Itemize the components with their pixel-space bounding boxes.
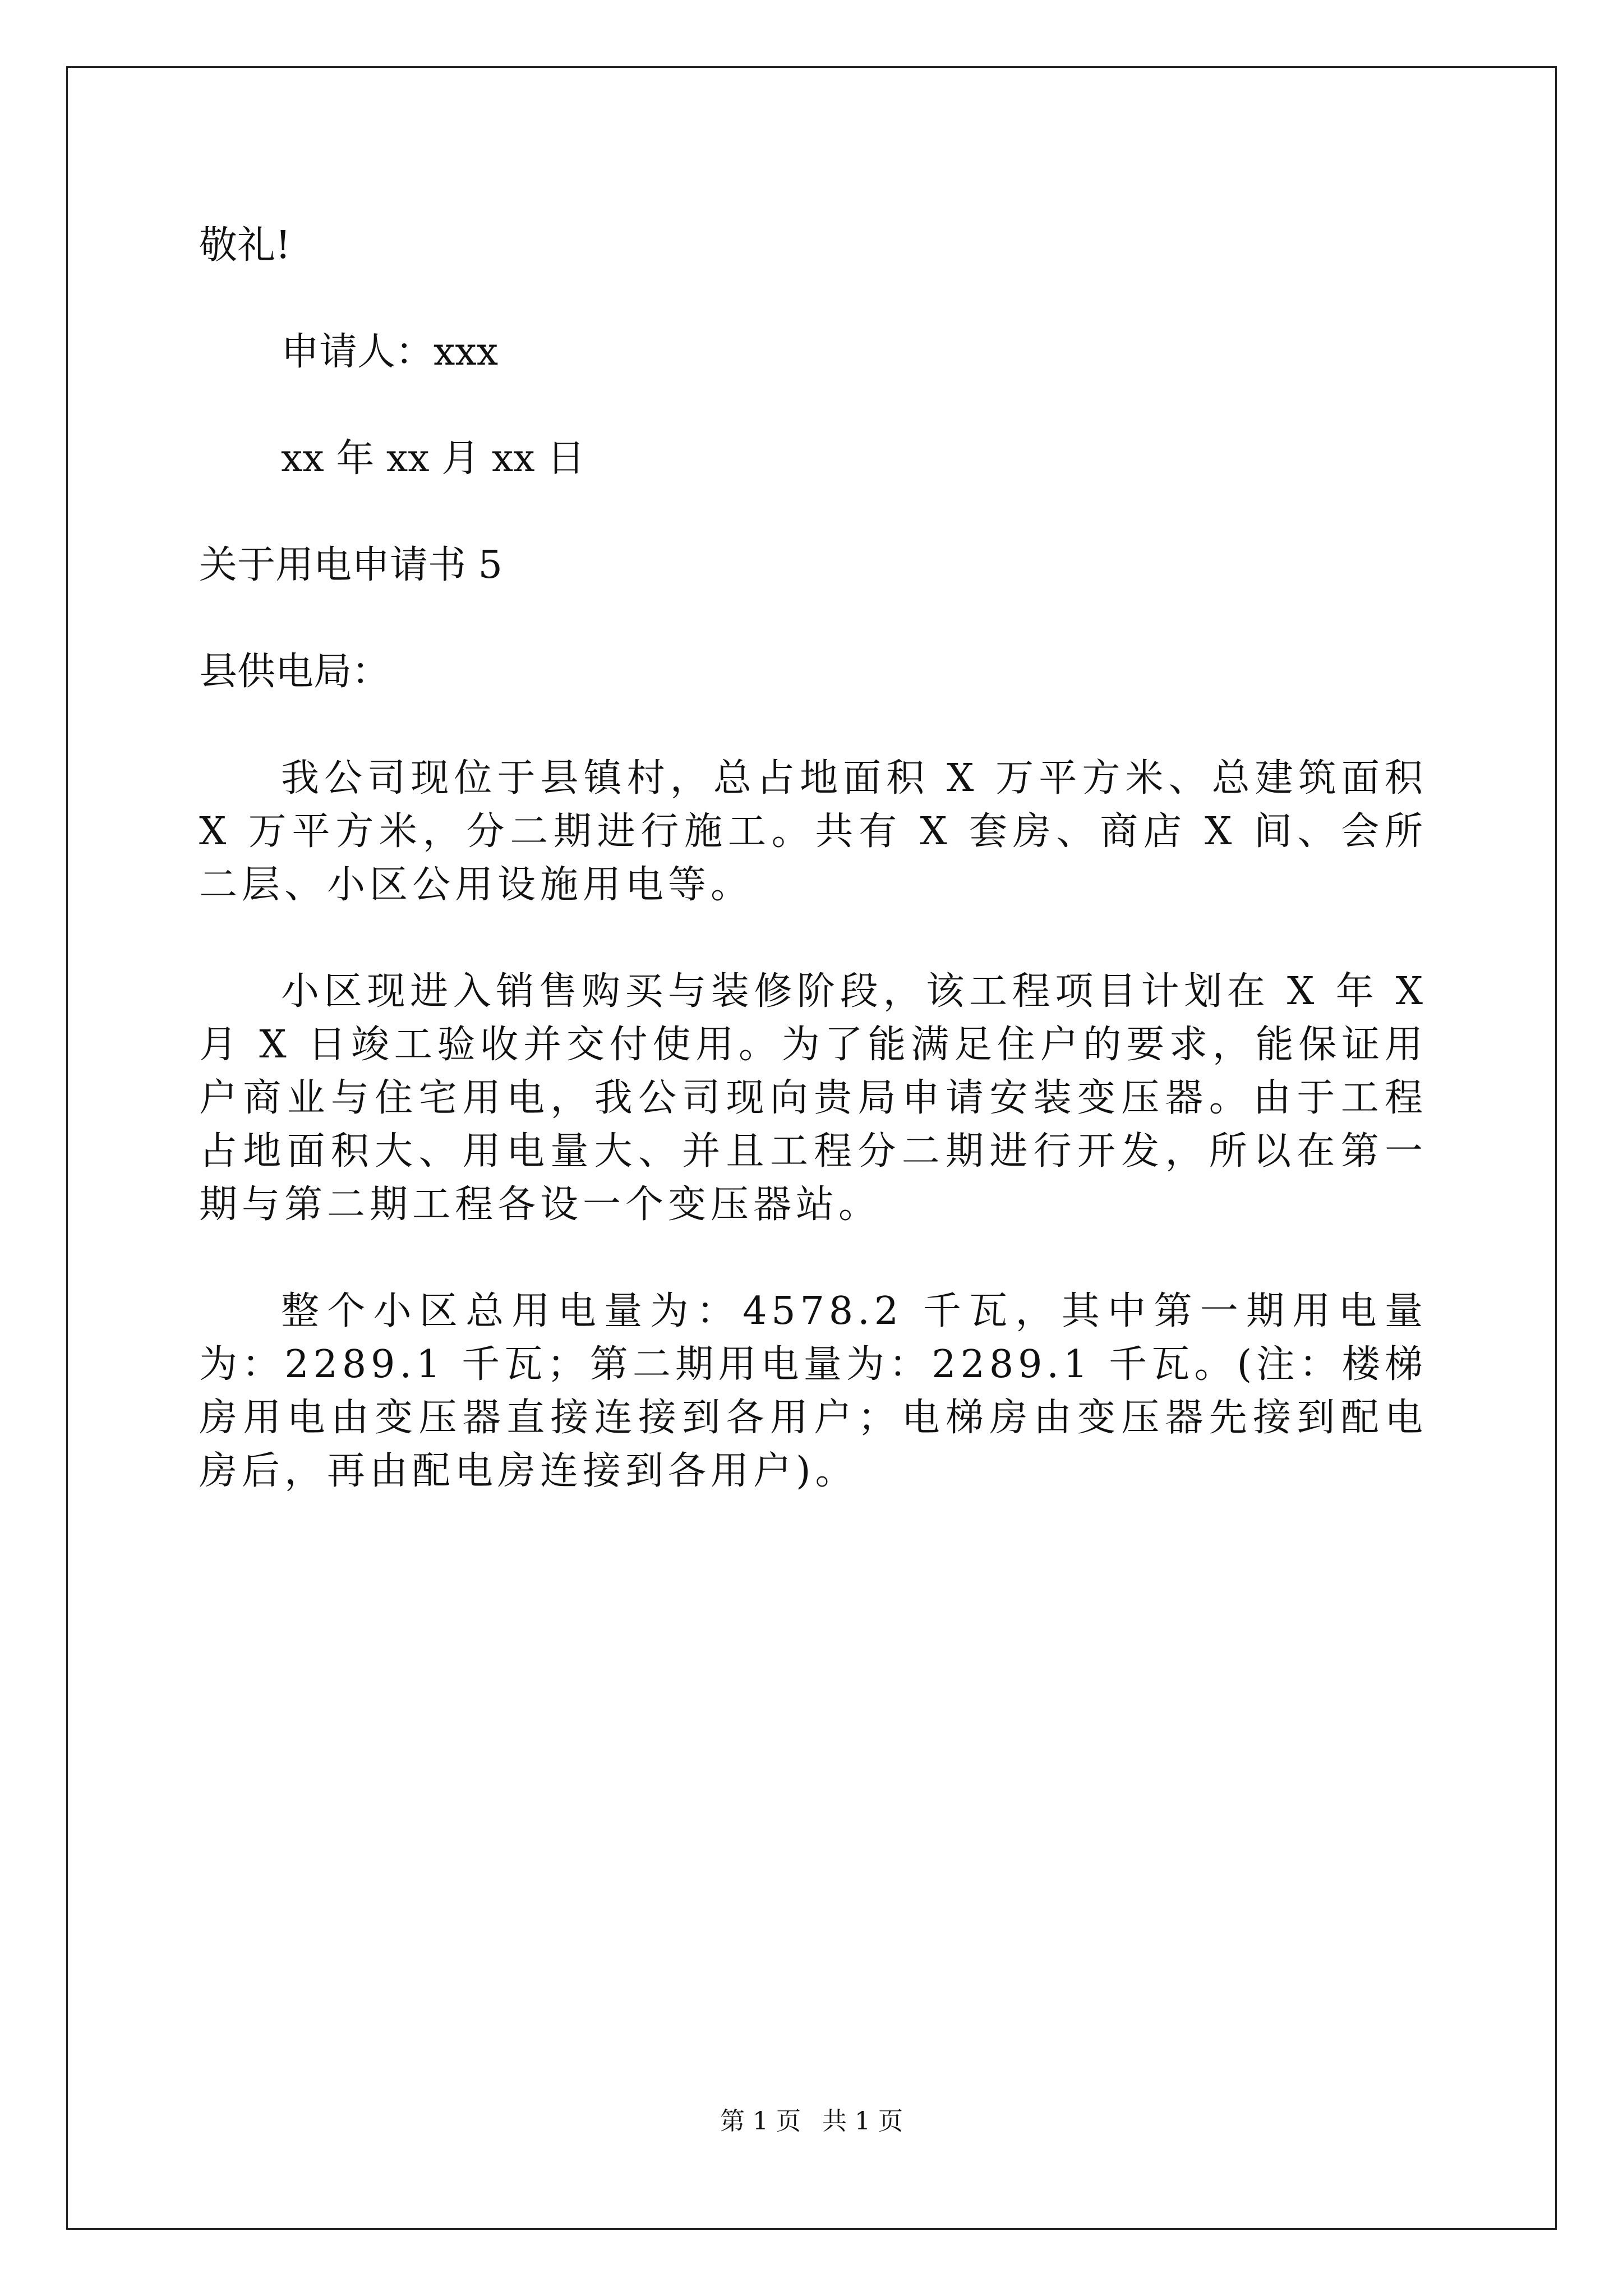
- document-body: [199, 219, 1427, 1498]
- applicant-signature: 申请人：xxx: [281, 330, 499, 374]
- salutation: 敬礼!: [199, 223, 291, 268]
- letter-title: 关于用电申请书 5: [199, 543, 502, 587]
- paragraph-3: 整个小区总用电量为：4578.2 千瓦，其中第一期用电量为：2289.1 千瓦；第二期用电量为：2289.1 千瓦。(注：楼梯房用电由变压器直接连接到各用户；电梯房由变压器先接到配电房后，再由配电房连接到各用户)。: [199, 1289, 1427, 1493]
- addressee: 县供电局：: [199, 650, 390, 694]
- paragraph-2: 小区现进入销售购买与装修阶段，该工程项目计划在 X 年 X 月 X 日竣工验收并交付使用。为了能满足住户的要求，能保证用户商业与住宅用电，我公司现向贵局申请安装变压器。由于工程占地面积大、用电量大、并且工程分二期进行开发，所以在第一期与第二期工程各设一个变压器站。: [199, 969, 1427, 1227]
- page-total: 共 1 页: [822, 2107, 903, 2136]
- page-footer: [0, 2105, 1623, 2138]
- signature-date: xx 年 xx 月 xx 日: [281, 436, 585, 481]
- paragraph-1: 我公司现位于县镇村，总占地面积 X 万平方米、总建筑面积 X 万平方米，分二期进行施工。共有 X 套房、商店 X 间、会所二层、小区公用设施用电等。: [199, 756, 1427, 907]
- page-number: 第 1 页: [720, 2107, 801, 2136]
